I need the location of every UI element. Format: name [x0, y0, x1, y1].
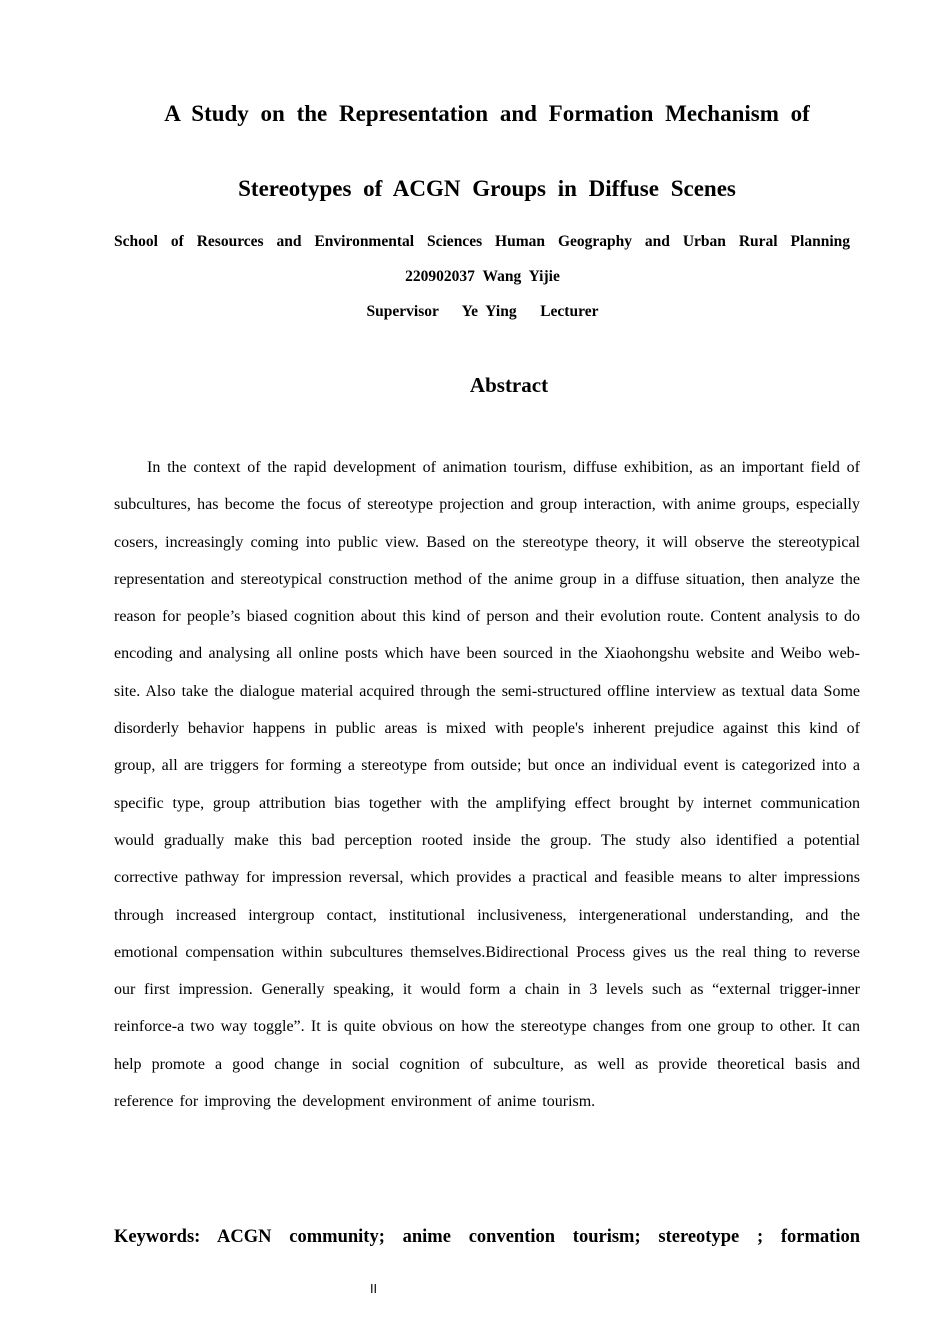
paper-title-line-1: A Study on the Representation and Formation Mechanism of: [164, 101, 810, 126]
school-department: School of Resources and Environmental Sciences Human Geography and Urban Rural Planning: [114, 233, 850, 250]
student-id-name: 220902037 Wang Yijie: [405, 268, 560, 285]
paper-title-line-2: Stereotypes of ACGN Groups in Diffuse Scenes: [238, 176, 736, 201]
page-number: II: [370, 1282, 378, 1296]
abstract-body: In the context of the rapid development of animation tourism, diffuse exhibition, as an important field of subcultures, has become the focus of stereotype projection and group interaction, with anime groups, especially cosers, increasingly coming into public view. Based on the stereotype theory, it will observe the stereotypical representation and stereotypical construction method of the anime group in a diffuse situation, then analyze the reason for people’s biased cognition about this kind of person and their evolution route. Content analysis to do encoding and analysing all online posts which have been sourced in the Xiaohongshu website and Weibo web-site. Also take the dialogue material acquired through the semi-structured offline interview as textual data Some disorderly behavior happens in public areas is mixed with people's inherent prejudice against this kind of group, all are triggers for forming a stereotype from outside; but once an individual event is categorized into a specific type, group attribution bias together with the amplifying effect brought by internet communication would gradually make this bad perception rooted inside the group. The study also identified a potential corrective pathway for impression reversal, which provides a practical and feasible means to alter impressions through increased intergroup contact, institutional inclusiveness, intergenerational understanding, and the emotional compensation within subcultures themselves.Bidirectional Process gives us the real thing to reverse our first impression. Generally speaking, it would form a chain in 3 levels such as “external trigger-inner reinforce-a two way toggle”. It is quite obvious on how the stereotype changes from one group to other. It can help promote a good change in social cognition of subculture, as well as provide theoretical basis and reference for improving the development environment of anime tourism.: [114, 459, 860, 1111]
keywords-line: Keywords: ACGN community; anime convention tourism; stereotype ; formation: [114, 1227, 860, 1247]
supervisor-info: Supervisor Ye Ying Lecturer: [366, 303, 599, 320]
abstract-heading: Abstract: [469, 373, 549, 397]
